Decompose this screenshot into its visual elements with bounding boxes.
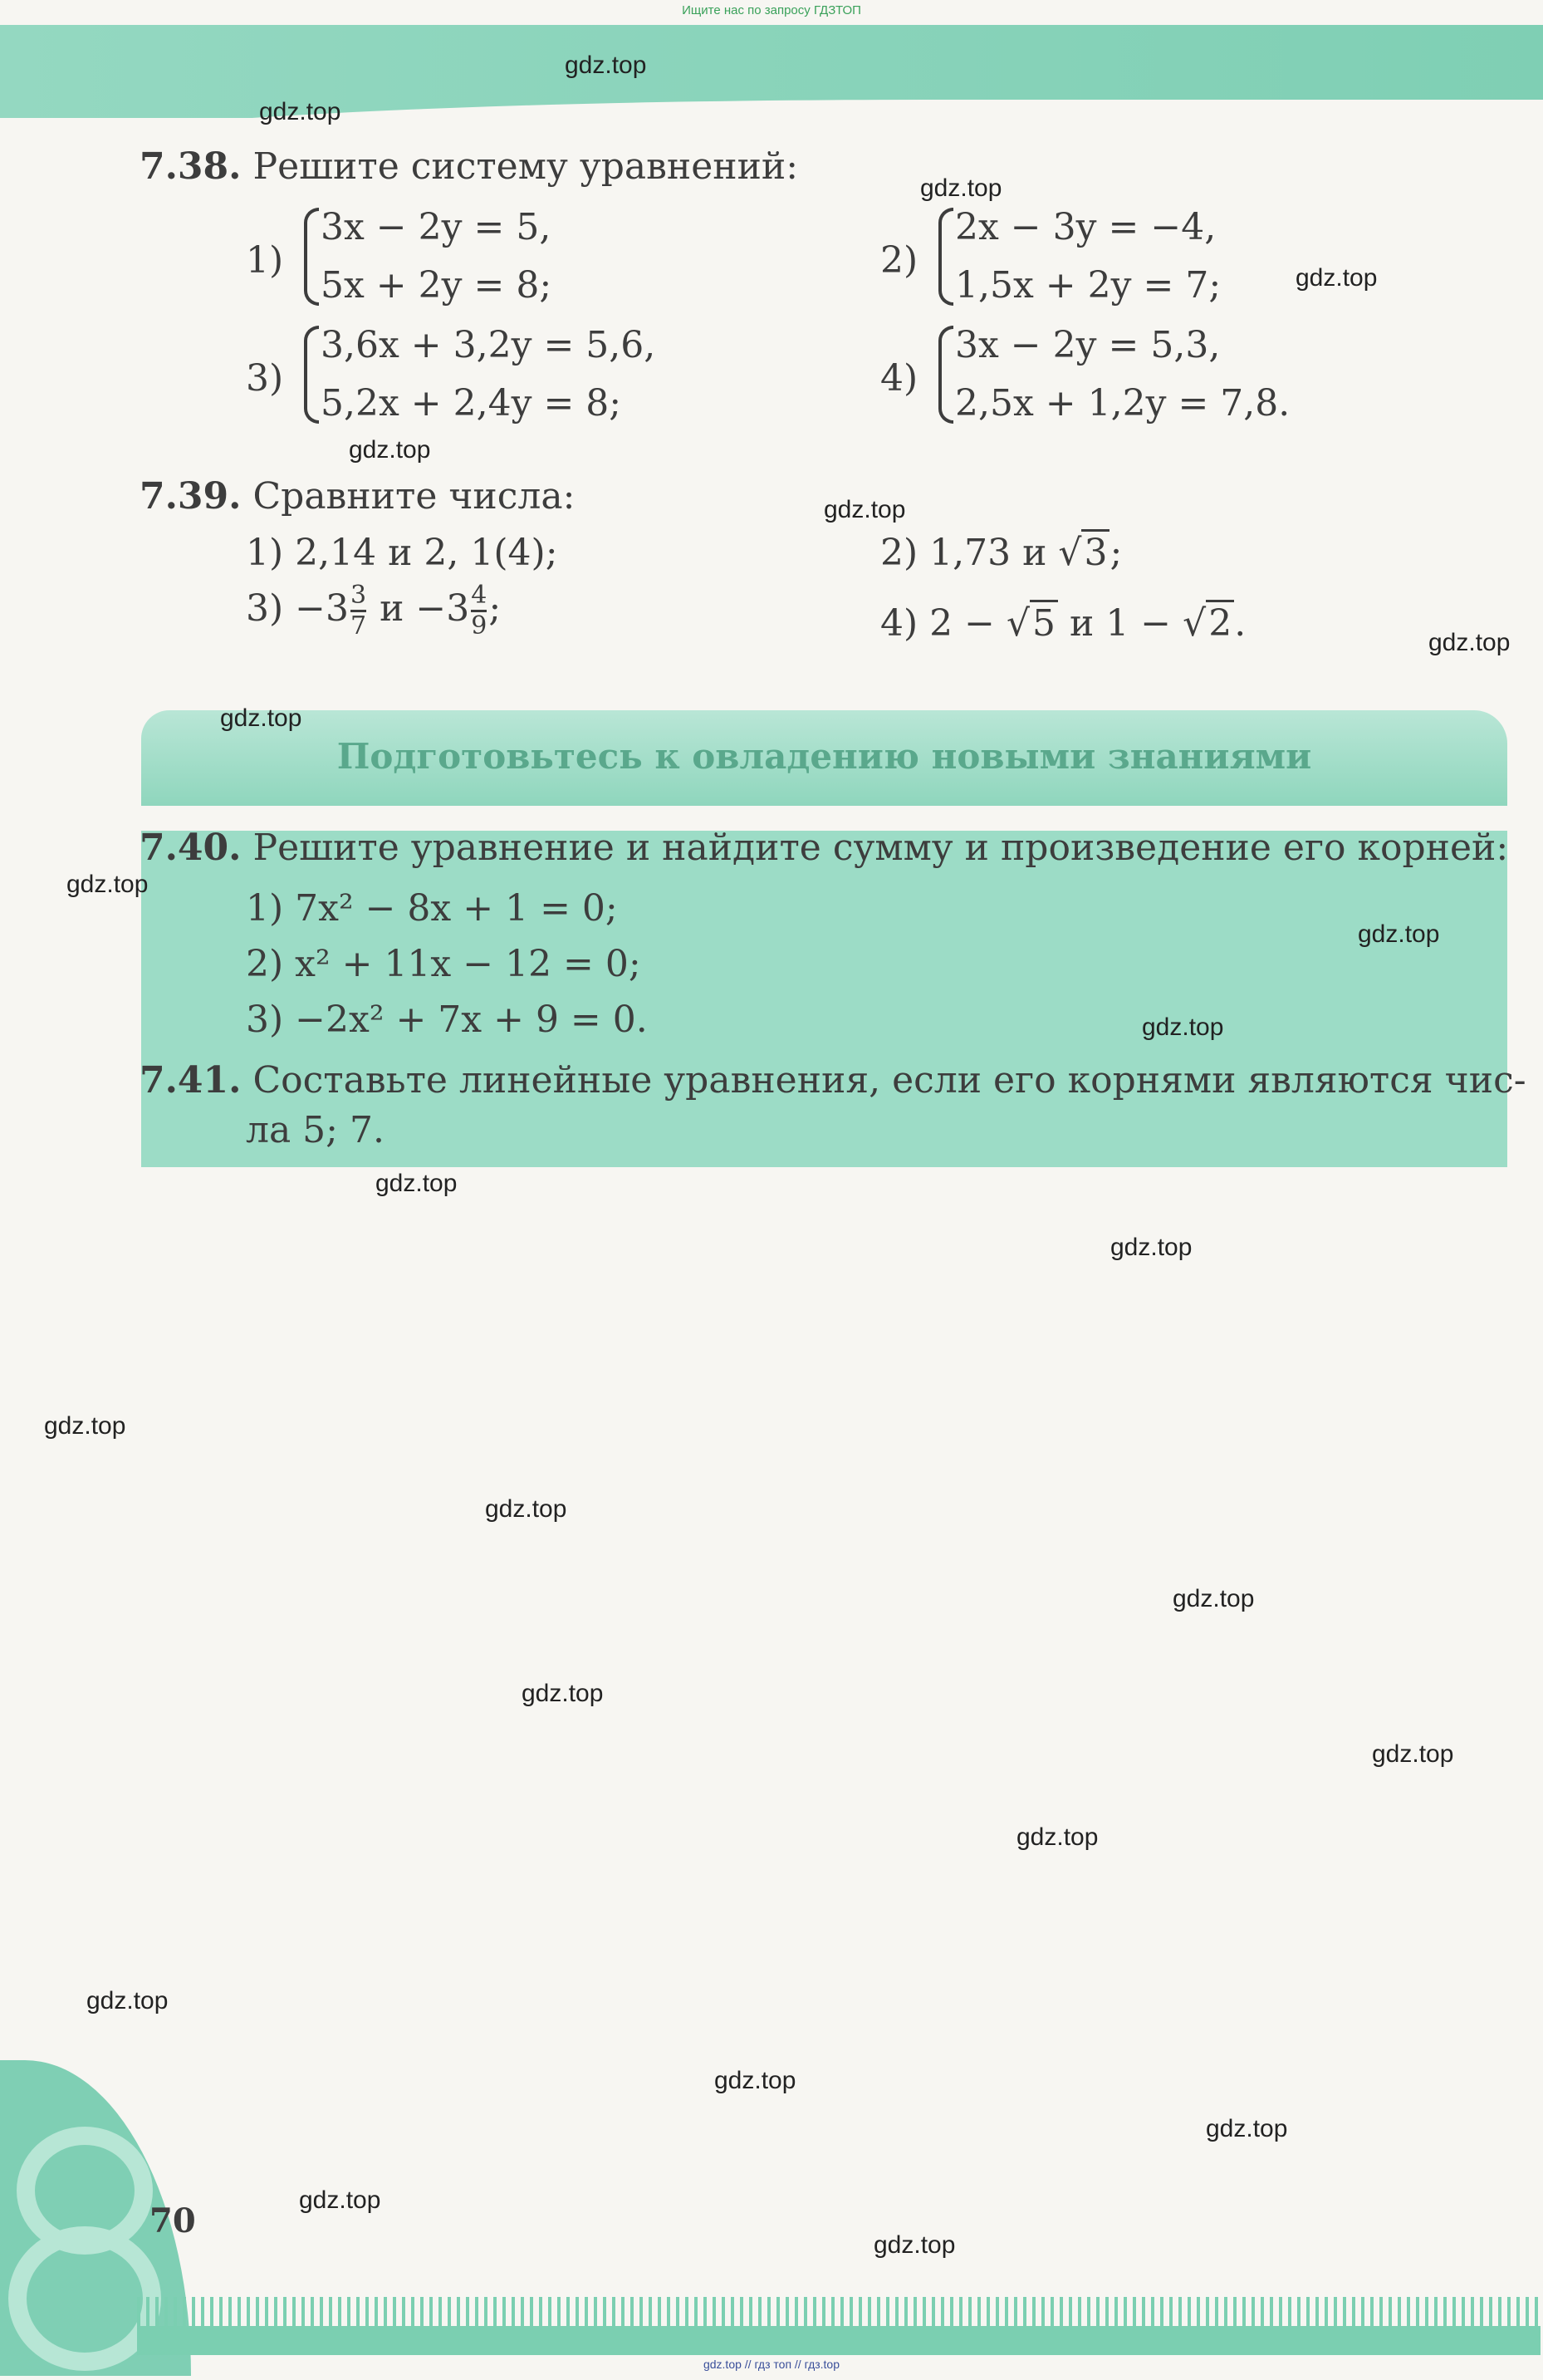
watermark: gdz.top	[1428, 629, 1511, 656]
section-title: Подготовьтесь к овладению новыми знаниями	[336, 736, 1312, 777]
bottom-note: gdz.top // гдз топ // гдз.top	[703, 2358, 840, 2371]
page-number: 70	[149, 2201, 196, 2240]
system-2-eq1: 2x − 3y = −4,	[955, 206, 1217, 248]
exercise-7-38-heading: 7.38. Решите систему уравнений:	[140, 145, 799, 188]
system-1-brace	[304, 208, 319, 306]
system-4-eq2: 2,5x + 1,2y = 7,8.	[955, 382, 1291, 424]
equation-item-3: 3) −2x² + 7x + 9 = 0.	[246, 999, 648, 1041]
watermark: gdz.top	[824, 496, 906, 523]
system-4-label: 4)	[880, 357, 918, 400]
system-4-brace	[938, 326, 953, 424]
watermark: gdz.top	[1173, 1585, 1255, 1612]
top-note: Ищите нас по запросу ГДЗТОП	[682, 3, 861, 17]
system-3-eq2: 5,2x + 2,4y = 8;	[321, 382, 622, 424]
watermark: gdz.top	[1358, 920, 1440, 948]
watermark: gdz.top	[1372, 1740, 1454, 1768]
watermark: gdz.top	[1016, 1823, 1099, 1851]
system-1-eq1: 3x − 2y = 5,	[321, 206, 551, 248]
watermark: gdz.top	[220, 704, 302, 732]
fraction-4-9: $\frac{4}{9}$	[471, 581, 487, 640]
fraction-3-7: $\frac{3}{7}$	[350, 581, 367, 640]
watermark: gdz.top	[714, 2067, 796, 2094]
system-4-eq1: 3x − 2y = 5,3,	[955, 324, 1221, 366]
watermark: gdz.top	[259, 98, 341, 125]
system-2-eq2: 1,5x + 2y = 7;	[955, 264, 1222, 307]
watermark: gdz.top	[375, 1170, 458, 1197]
exercise-7-39-heading: 7.39. Сравните числа:	[140, 475, 576, 518]
compare-item-1: 1) 2,14 и 2, 1(4);	[246, 532, 558, 574]
compare-item-4: 4) 2 − √5 и 1 − √2.	[880, 602, 1246, 645]
watermark: gdz.top	[522, 1680, 604, 1707]
exercise-7-41-line2: ла 5; 7.	[246, 1109, 385, 1151]
ruler-base	[137, 2326, 1541, 2355]
watermark: gdz.top	[1296, 264, 1378, 292]
compare-item-3: 3) −3 $\frac{3}{7}$ и −3 $\frac{4}{9}$ ;	[246, 581, 502, 640]
system-1-eq2: 5x + 2y = 8;	[321, 264, 552, 307]
system-3-eq1: 3,6x + 3,2y = 5,6,	[321, 324, 656, 366]
watermark: gdz.top	[349, 436, 431, 464]
exercise-7-40-heading: 7.40. Решите уравнение и найдите сумму и произведение его корней:	[140, 827, 1509, 869]
exercise-7-41-heading: 7.41. Составьте линейные уравнения, если его корнями являются чис-	[140, 1059, 1526, 1102]
equation-item-1: 1) 7x² − 8x + 1 = 0;	[246, 887, 618, 930]
system-2-brace	[938, 208, 953, 306]
watermark: gdz.top	[66, 871, 149, 898]
watermark: gdz.top	[1110, 1234, 1193, 1261]
watermark: gdz.top	[485, 1495, 567, 1523]
watermark: gdz.top	[299, 2186, 381, 2214]
system-3-brace	[304, 326, 319, 424]
watermark: gdz.top	[1142, 1013, 1224, 1041]
system-2-label: 2)	[880, 239, 918, 282]
watermark: gdz.top	[874, 2231, 956, 2259]
watermark: gdz.top	[920, 174, 1002, 202]
equation-item-2: 2) x² + 11x − 12 = 0;	[246, 943, 641, 985]
system-3-label: 3)	[246, 357, 284, 400]
system-1-label: 1)	[246, 239, 284, 282]
watermark: gdz.top	[44, 1412, 126, 1440]
watermark: gdz.top	[1206, 2115, 1288, 2142]
compare-item-2: 2) 1,73 и √3;	[880, 532, 1122, 574]
watermark: gdz.top	[565, 52, 647, 79]
watermark: gdz.top	[86, 1987, 169, 2014]
